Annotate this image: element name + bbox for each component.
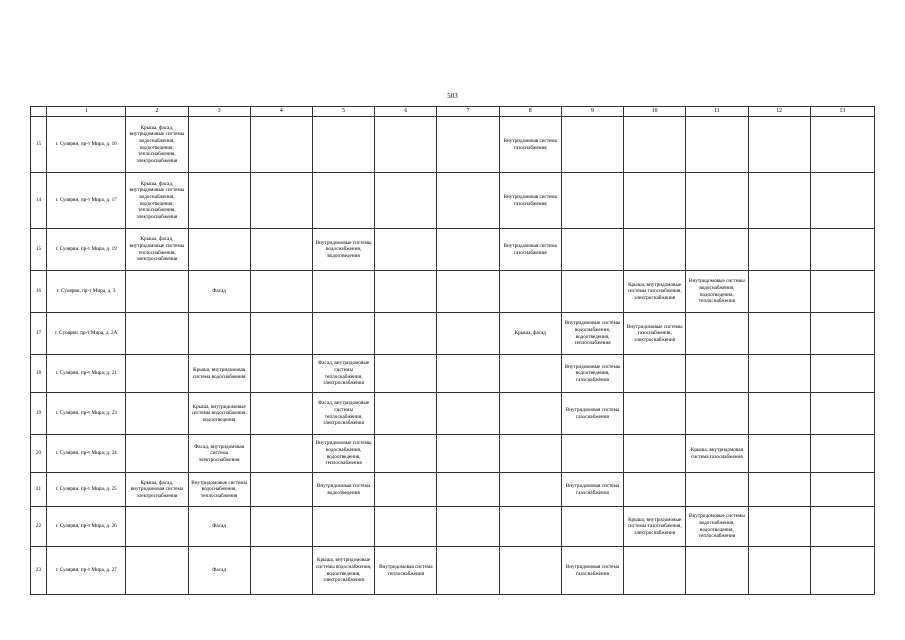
work-cell [375,313,437,355]
work-cell [250,547,312,595]
work-cell [312,313,374,355]
work-cell [624,173,686,229]
table-row [31,173,875,229]
work-cell [748,117,810,173]
table-row [31,229,875,271]
work-cell [250,435,312,473]
page-number: 503 [447,92,458,100]
work-cell: Внутридомовая система газоснабжения [499,229,561,271]
work-cell [748,173,810,229]
work-cell [375,435,437,473]
work-cell [686,313,748,355]
work-cell [437,507,499,547]
work-cell [126,507,188,547]
work-cell [561,117,623,173]
row-number: 21 [31,473,47,507]
column-header: 1 [47,107,126,117]
column-header: 13 [810,107,874,117]
work-cell [437,117,499,173]
table-row [31,313,875,355]
work-cell [561,435,623,473]
row-number: 23 [31,547,47,595]
work-cell [810,271,874,313]
row-number: 17 [31,313,47,355]
work-cell [375,229,437,271]
column-header: 7 [437,107,499,117]
work-cell [686,393,748,435]
work-cell: Внутридомовая система газоснабжения [561,547,623,595]
work-cell [624,393,686,435]
work-cell [810,393,874,435]
work-cell [561,173,623,229]
column-header: 11 [686,107,748,117]
work-cell [437,313,499,355]
address-cell: г. Суоярви, пр-т Мира, д. 16 [47,117,126,173]
column-header: 2 [126,107,188,117]
work-cell: Крыша, внутридомовая система водоснабжения [188,355,250,393]
work-cell [686,355,748,393]
work-cell [126,271,188,313]
work-cell [126,435,188,473]
work-cell [250,473,312,507]
work-cell [810,473,874,507]
column-header: 10 [624,107,686,117]
column-header: 6 [375,107,437,117]
table-row [31,473,875,507]
work-cell [748,547,810,595]
row-number: 20 [31,435,47,473]
work-cell: Внутридомовая система газоснабжения [499,173,561,229]
work-cell: Внутридомовая система газоснабжения [499,117,561,173]
work-cell [686,473,748,507]
work-cell [437,271,499,313]
column-header-blank [31,107,47,117]
work-cell: Крыша, внутридомовые системы газоснабжения, электроснабжения [624,271,686,313]
work-cell [250,313,312,355]
work-cell [437,473,499,507]
work-cell: Внутридомовая система газоснабжения [561,473,623,507]
work-cell [748,313,810,355]
work-cell: Фасад [188,271,250,313]
work-cell [561,271,623,313]
address-cell: г. Суоярви, пр-т Мира, д. 24 [47,435,126,473]
row-number: 14 [31,173,47,229]
work-cell: Внутридомовые системы водоснабжения, теплоснабжения [188,473,250,507]
work-cell [686,547,748,595]
row-number: 22 [31,507,47,547]
work-cell [624,355,686,393]
work-cell: Внутридомовые системы водоснабжения, водоотведения, теплоснабжения [686,507,748,547]
address-cell: г. Суоярви, пр-т Мира, д. 21 [47,355,126,393]
work-cell [375,173,437,229]
work-cell: Крыша, фасад, внутридомовые системы водоснабжения, водоотведения, теплоснабжения, электроснабжения [126,173,188,229]
work-cell: Крыша, фасад [499,313,561,355]
work-cell [250,355,312,393]
table-row [31,271,875,313]
work-cell: Фасад, внутридомовые системы теплоснабжения, электроснабжения [312,355,374,393]
repair-schedule-table [30,106,875,595]
work-cell: Крыша, фасад, внутридомовые системы водоснабжения, водоотведения, теплоснабжения, электроснабжения [126,117,188,173]
work-cell [624,229,686,271]
work-cell: Крыша, внутридомовая система газоснабжения [686,435,748,473]
work-cell [126,313,188,355]
work-cell [437,355,499,393]
work-cell [561,229,623,271]
work-cell [624,117,686,173]
work-cell: Внутридомовые системы водоснабжения, водоотведения [312,229,374,271]
work-cell [748,229,810,271]
work-cell [188,229,250,271]
column-header: 8 [499,107,561,117]
column-header: 4 [250,107,312,117]
address-cell: г. Суоярви, пр-т Мира, д. 3 [47,271,126,313]
work-cell [188,117,250,173]
work-cell: Крыша, внутридомовые системы водоснабжения, водоотведения [188,393,250,435]
work-cell [748,271,810,313]
work-cell [250,507,312,547]
work-cell [810,229,874,271]
work-cell: Внутридомовые системы водоснабжения, водоотведения, теплоснабжения [561,313,623,355]
work-cell: Крыша, фасад, внутридомовая система электроснабжения [126,473,188,507]
table-row [31,435,875,473]
work-cell [250,229,312,271]
work-cell [624,435,686,473]
work-cell: Внутридомовая система водоотведения [312,473,374,507]
address-cell: г. Суоярви, пр-т Мира, д. 19 [47,229,126,271]
work-cell: Фасад [188,547,250,595]
work-cell [437,393,499,435]
work-cell [375,507,437,547]
work-cell [748,393,810,435]
work-cell [437,173,499,229]
work-cell [312,117,374,173]
work-cell [810,435,874,473]
table-row [31,507,875,547]
work-cell [126,355,188,393]
work-cell [312,507,374,547]
table-row [31,547,875,595]
table-row [31,355,875,393]
work-cell [499,355,561,393]
work-cell: Фасад, внутридомовая система электроснабжения [188,435,250,473]
work-cell [499,393,561,435]
work-cell [748,507,810,547]
work-cell [375,355,437,393]
work-cell [810,507,874,547]
work-cell: Внутридомовая система теплоснабжения [375,547,437,595]
header-row [31,107,875,117]
column-header: 12 [748,107,810,117]
work-cell [126,393,188,435]
work-cell [561,507,623,547]
work-cell: Крыша, внутридомовые системы водоснабжения, водоотведения, электроснабжения [312,547,374,595]
address-cell: г. Суоярви, пр-т Мира, д. 17 [47,173,126,229]
work-cell [499,435,561,473]
work-cell: Внутридомовые системы водоотведения, газоснабжения [561,355,623,393]
work-cell [375,473,437,507]
table-row [31,117,875,173]
address-cell: г. Суоярви, пр-т Мира, д. 25 [47,473,126,507]
work-cell [624,547,686,595]
work-cell: Внутридомовые системы водоснабжения, водоотведения, теплоснабжения [312,435,374,473]
work-cell [686,117,748,173]
work-cell: Внутридомовые системы водоснабжения, водоотведения, теплоснабжения [686,271,748,313]
work-cell [375,393,437,435]
column-header: 5 [312,107,374,117]
row-number: 18 [31,355,47,393]
work-cell [810,355,874,393]
work-cell: Внутридомовые системы газоснабжения, электроснабжения [624,313,686,355]
column-header: 3 [188,107,250,117]
work-cell [250,117,312,173]
work-cell [499,271,561,313]
work-cell [686,229,748,271]
work-cell [499,507,561,547]
work-cell [499,473,561,507]
work-cell [312,173,374,229]
work-cell: Фасад [188,507,250,547]
work-cell [250,393,312,435]
work-cell [188,313,250,355]
work-cell: Фасад, внутридомовые системы теплоснабжения, электроснабжения [312,393,374,435]
row-number: 15 [31,117,47,173]
work-cell: Внутридомовая система газоснабжения [561,393,623,435]
work-cell [437,547,499,595]
work-cell: Крыша, фасад, внутридомовые системы теплоснабжения, электроснабжения [126,229,188,271]
work-cell [624,473,686,507]
work-cell [748,473,810,507]
work-cell [437,229,499,271]
table-row [31,393,875,435]
column-header: 9 [561,107,623,117]
work-cell [437,435,499,473]
work-cell [250,271,312,313]
work-cell [810,313,874,355]
work-cell: Крыша, внутридомовые системы газоснабжения, электроснабжения [624,507,686,547]
work-cell [748,435,810,473]
work-cell [375,117,437,173]
row-number: 16 [31,271,47,313]
work-cell [312,271,374,313]
address-cell: г. Суоярви, пр-т Мира, д. 2А [47,313,126,355]
work-cell [810,173,874,229]
work-cell [126,547,188,595]
work-cell [686,173,748,229]
work-cell [250,173,312,229]
work-cell [188,173,250,229]
row-number: 19 [31,393,47,435]
row-number: 15 [31,229,47,271]
address-cell: г. Суоярви, пр-т Мира, д. 27 [47,547,126,595]
address-cell: г. Суоярви, пр-т Мира, д. 26 [47,507,126,547]
address-cell: г. Суоярви, пр-т Мира, д. 23 [47,393,126,435]
work-cell [748,355,810,393]
work-cell [810,117,874,173]
work-cell [499,547,561,595]
work-cell [810,547,874,595]
work-cell [375,271,437,313]
